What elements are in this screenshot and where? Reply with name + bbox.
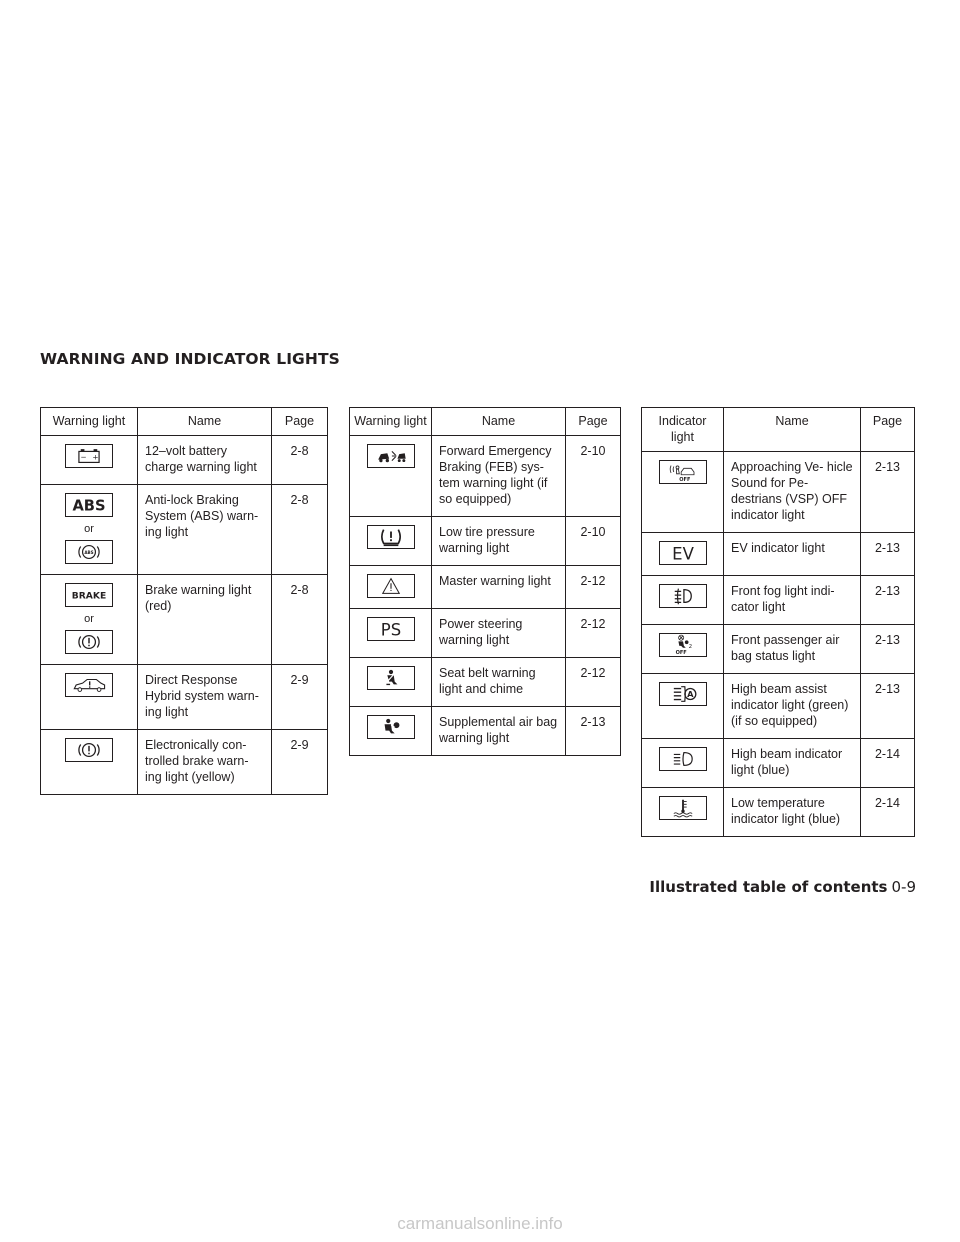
header-name: Name	[432, 408, 566, 436]
light-page: 2-8	[272, 575, 328, 665]
light-name: Anti-lock Braking System (ABS) warn- ing light	[138, 485, 272, 575]
light-cell	[642, 533, 724, 576]
header-name: Name	[138, 408, 272, 436]
footer-page-number: 0-9	[891, 878, 916, 896]
light-cell	[41, 575, 138, 665]
passenger-off-label: OFF	[675, 650, 687, 656]
ev-text-icon	[659, 541, 707, 565]
table-row	[350, 436, 621, 517]
warning-lights-table-1	[40, 407, 328, 795]
light-page: 2-8	[272, 485, 328, 575]
light-name: 12–volt battery charge warning light	[138, 436, 272, 485]
feb-icon	[367, 444, 415, 468]
light-name: Low tire pressure warning light	[432, 517, 566, 566]
high-beam-assist-icon	[659, 682, 707, 706]
light-name: Approaching Ve- hicle Sound for Pe- destrians (VSP) OFF indicator light	[724, 452, 861, 533]
light-page: 2-12	[566, 566, 621, 609]
header-page: Page	[272, 408, 328, 436]
airbag-icon	[367, 715, 415, 739]
table-row	[41, 436, 328, 485]
table-row	[642, 625, 915, 674]
battery-minus-label: −	[80, 452, 87, 462]
abs-circle-icon	[65, 540, 113, 564]
light-page: 2-13	[861, 576, 915, 625]
assist-label: A	[686, 689, 694, 700]
light-page: 2-14	[861, 788, 915, 837]
light-page: 2-10	[566, 436, 621, 517]
brake-text-icon	[65, 583, 113, 607]
battery-icon	[65, 444, 113, 468]
vsp-off-label: OFF	[678, 477, 690, 483]
master-warning-icon	[367, 574, 415, 598]
table-row	[642, 533, 915, 576]
ps-label: PS	[380, 620, 401, 640]
light-name: Master warning light	[432, 566, 566, 609]
ps-text-icon	[367, 617, 415, 641]
watermark-text: carmanualsonline.info	[397, 1214, 563, 1233]
table-row	[350, 609, 621, 658]
light-page: 2-12	[566, 658, 621, 707]
header-name: Name	[724, 408, 861, 452]
header-page: Page	[566, 408, 621, 436]
brake-circle-icon	[65, 630, 113, 654]
light-page: 2-8	[272, 436, 328, 485]
low-temperature-icon	[659, 796, 707, 820]
light-cell	[350, 609, 432, 658]
light-name: Low temperature indicator light (blue)	[724, 788, 861, 837]
footer-section-title: Illustrated table of contents	[649, 878, 888, 896]
light-cell	[642, 452, 724, 533]
light-name: Power steering warning light	[432, 609, 566, 658]
fog-light-icon	[659, 584, 707, 608]
vsp-off-icon	[659, 460, 707, 484]
light-cell	[350, 566, 432, 609]
light-cell	[642, 576, 724, 625]
light-name: Front passenger air bag status light	[724, 625, 861, 674]
light-page: 2-13	[861, 452, 915, 533]
table-row	[350, 566, 621, 609]
header-light: Warning light	[350, 408, 432, 436]
or-separator: or	[84, 613, 94, 625]
light-name: High beam assist indicator light (green) (if so equipped)	[724, 674, 861, 739]
table-row	[642, 788, 915, 837]
light-name: Supplemental air bag warning light	[432, 707, 566, 756]
warning-lights-table-2	[349, 407, 621, 756]
header-light: Indicator light	[642, 408, 724, 452]
table-row	[642, 739, 915, 788]
light-name: Brake warning light (red)	[138, 575, 272, 665]
light-page: 2-12	[566, 609, 621, 658]
light-name: High beam indicator light (blue)	[724, 739, 861, 788]
light-page: 2-13	[861, 674, 915, 739]
light-name: EV indicator light	[724, 533, 861, 576]
light-page: 2-13	[566, 707, 621, 756]
table-row	[350, 658, 621, 707]
light-cell	[41, 485, 138, 575]
brake-circle-icon	[65, 738, 113, 762]
table-header-row	[642, 408, 915, 452]
light-cell	[642, 788, 724, 837]
hybrid-system-icon	[65, 673, 113, 697]
abs-small-label: ABS	[84, 549, 94, 555]
section-heading: WARNING AND INDICATOR LIGHTS	[40, 350, 340, 368]
indicator-lights-table	[641, 407, 915, 837]
light-cell	[41, 730, 138, 795]
header-light: Warning light	[41, 408, 138, 436]
table-header-row	[350, 408, 621, 436]
battery-plus-label: +	[92, 452, 99, 462]
table-row	[350, 707, 621, 756]
table-row	[41, 665, 328, 730]
brake-label: BRAKE	[71, 590, 107, 602]
tire-pressure-icon	[367, 525, 415, 549]
light-name: Forward Emergency Braking (FEB) sys- tem warning light (if so equipped)	[432, 436, 566, 517]
passenger-seat-number: 2	[688, 643, 692, 650]
light-page: 2-10	[566, 517, 621, 566]
table-row	[41, 730, 328, 795]
light-cell	[350, 658, 432, 707]
light-cell	[350, 517, 432, 566]
header-page: Page	[861, 408, 915, 452]
light-cell	[350, 436, 432, 517]
light-cell	[642, 625, 724, 674]
light-name: Front fog light indi- cator light	[724, 576, 861, 625]
light-name: Direct Response Hybrid system warn- ing light	[138, 665, 272, 730]
light-cell	[350, 707, 432, 756]
light-cell	[41, 665, 138, 730]
light-cell	[642, 739, 724, 788]
page-footer	[649, 878, 916, 896]
table-row	[642, 452, 915, 533]
table-row	[642, 576, 915, 625]
table-header-row	[41, 408, 328, 436]
passenger-airbag-off-icon	[659, 633, 707, 657]
table-row	[41, 575, 328, 665]
table-row	[350, 517, 621, 566]
ev-label: EV	[671, 544, 694, 564]
light-page: 2-13	[861, 533, 915, 576]
light-page: 2-9	[272, 730, 328, 795]
abs-label: ABS	[72, 497, 106, 515]
light-cell	[41, 436, 138, 485]
seat-belt-icon	[367, 666, 415, 690]
table-row	[41, 485, 328, 575]
light-page: 2-9	[272, 665, 328, 730]
light-name: Seat belt warning light and chime	[432, 658, 566, 707]
abs-text-icon	[65, 493, 113, 517]
table-row	[642, 674, 915, 739]
light-name: Electronically con- trolled brake warn- ing light (yellow)	[138, 730, 272, 795]
light-page: 2-14	[861, 739, 915, 788]
light-cell	[642, 674, 724, 739]
or-separator: or	[84, 523, 94, 535]
high-beam-icon	[659, 747, 707, 771]
light-page: 2-13	[861, 625, 915, 674]
